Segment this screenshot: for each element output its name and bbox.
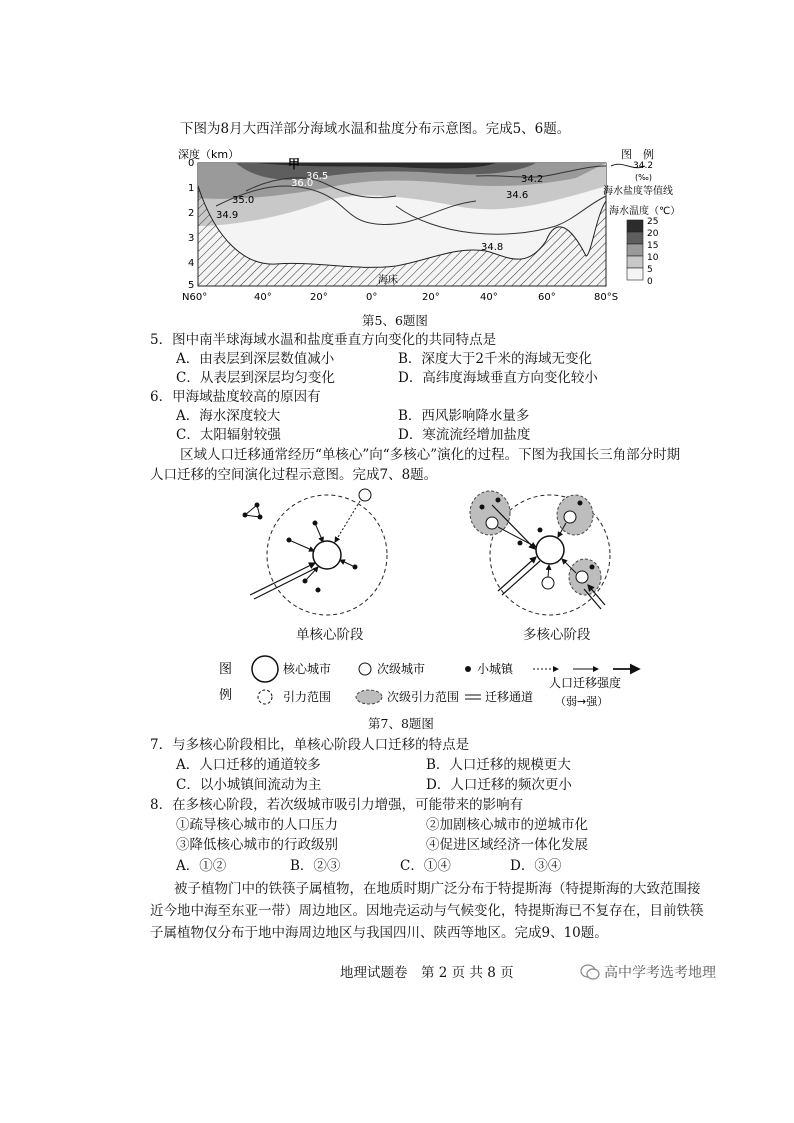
q7-stem: 7．与多核心阶段相比，单核心阶段人口迁移的特点是 (150, 737, 470, 753)
legend-temp-value: 5 (647, 265, 653, 275)
depth-tick: 4 (188, 258, 195, 269)
legend-temp-label: 海水温度（℃） (609, 206, 681, 217)
wechat-icon (580, 963, 600, 981)
q8-stem: 8．在多核心阶段，若次级城市吸引力增强，可能带来的影响有 (150, 797, 524, 813)
isoline-label: 34.6 (506, 190, 529, 201)
depth-tick: 0 (188, 158, 195, 169)
isoline-label: 34.2 (521, 174, 544, 185)
q7-option-d: D．人口迁移的频次更小 (426, 777, 572, 793)
legend-temp-value: 0 (647, 277, 653, 287)
ocean-legend (603, 148, 681, 288)
depth-tick: 5 (188, 280, 195, 291)
stage-multi-core-label: 多核心阶段 (523, 627, 591, 643)
legend-temp-value: 15 (647, 241, 659, 251)
q5-option-d: D．高纬度海域垂直方向变化较小 (398, 370, 598, 386)
lat-tick: 0° (366, 292, 378, 303)
q8-option-c: C．①④ (400, 858, 451, 874)
lat-tick: 60° (538, 292, 556, 303)
isoline-label: 35.0 (232, 195, 255, 206)
lat-tick: 80°S (594, 292, 619, 303)
intro-text-3-line3: 子属植物仅分布于地中海周边地区与我国四川、陕西等地区。完成9、10题。 (150, 925, 608, 941)
q5-stem: 5．图中南半球海域水温和盐度垂直方向变化的共同特点是 (150, 332, 497, 348)
legend-attraction: 引力范围 (283, 690, 332, 704)
q8-statement-3: ③降低核心城市的行政级别 (176, 837, 338, 853)
q5-option-c: C．从表层到深层均匀变化 (176, 370, 335, 386)
intro-text-1: 下图为8月大西洋部分海域水温和盐度分布示意图。完成5、6题。 (180, 121, 571, 137)
isoline-label: 36.5 (306, 171, 329, 182)
stage-single-core-label: 单核心阶段 (296, 627, 364, 643)
lat-tick: 20° (310, 292, 328, 303)
intro-text-2-line2: 人口迁移的空间演化过程示意图。完成7、8题。 (150, 467, 438, 483)
depth-tick: 3 (188, 233, 195, 244)
legend-title: 图 例 (621, 148, 654, 161)
q8-statement-4: ④促进区域经济一体化发展 (426, 837, 588, 853)
legend-temp-value: 25 (647, 217, 659, 227)
watermark (580, 962, 716, 982)
figure1-caption: 第5、6题图 (362, 313, 428, 328)
isoline-label: 34.9 (216, 210, 239, 221)
depth-tick: 1 (188, 183, 195, 194)
q7-option-a: A．人口迁移的通道较多 (176, 757, 321, 773)
intro-text-3-line1: 被子植物门中的铁筷子属植物，在地质时期广泛分布于特提斯海（特提斯海的大致范围接 (174, 881, 701, 897)
legend-tu: 图 (219, 662, 233, 677)
lat-tick: 40° (254, 292, 272, 303)
q5-option-a: A．由表层到深层数值减小 (176, 351, 335, 367)
q8-statement-2: ②加剧核心城市的逆城市化 (426, 817, 588, 833)
q8-option-b: B．②③ (290, 858, 341, 874)
legend-channel: 迁移通道 (485, 690, 534, 704)
legend-iso-unit: (‰) (635, 173, 652, 182)
q8-option-d: D．③④ (510, 858, 562, 874)
watermark-text: 高中学考选考地理 (604, 965, 716, 981)
q7-option-b: B．人口迁移的规模更大 (426, 757, 571, 773)
lat-tick: 40° (480, 292, 498, 303)
legend-small-town: 小城镇 (477, 662, 514, 676)
q6-option-a: A．海水深度较大 (176, 408, 281, 424)
q6-option-b: B．西风影响降水量多 (398, 408, 530, 424)
lat-tick: N60° (182, 292, 208, 303)
legend-secondary-attraction: 次级引力范围 (387, 690, 460, 704)
seafloor-label: 海床 (378, 275, 398, 286)
intro-text-3-line2: 近今地中海至东亚一带）周边地区。因地壳运动与气候变化，特提斯海已不复存在，目前铁筷 (150, 903, 704, 919)
legend-strength-range: （弱→强） (555, 695, 609, 708)
q7-option-c: C．以小城镇间流动为主 (176, 777, 322, 793)
legend-migration-strength: 人口迁移强度 (549, 676, 622, 690)
legend-iso-value: 34.2 (633, 161, 654, 171)
figure2-caption: 第7、8题图 (368, 716, 434, 731)
legend-temp-value: 10 (647, 253, 659, 263)
isoline-label: 34.8 (481, 242, 504, 253)
q6-option-d: D．寒流流经增加盐度 (398, 427, 531, 443)
depth-axis-label: 深度（km） (178, 148, 240, 161)
migration-legend (215, 655, 685, 713)
isoline-label: 36.0 (291, 178, 314, 189)
legend-core-city: 核心城市 (283, 662, 332, 676)
depth-tick: 2 (188, 208, 195, 219)
intro-text-2-line1: 区域人口迁移通常经历“单核心”向“多核心”演化的过程。下图为我国长三角部分时期 (180, 447, 681, 463)
legend-temp-value: 20 (647, 229, 659, 239)
q8-statement-1: ①疏导核心城市的人口压力 (176, 817, 338, 833)
lat-tick: 20° (422, 292, 440, 303)
legend-iso-label: 海水盐度等值线 (603, 186, 673, 197)
legend-secondary-city: 次级城市 (377, 662, 426, 676)
legend-li: 例 (219, 688, 233, 703)
q6-option-c: C．太阳辐射较强 (176, 427, 281, 443)
page-footer: 地理试题卷 第 2 页 共 8 页 (340, 965, 514, 981)
q5-option-b: B．深度大于2千米的海域无变化 (398, 351, 593, 367)
ocean-section-figure (176, 146, 646, 306)
q6-stem: 6．甲海域盐度较高的原因有 (150, 389, 321, 405)
q8-option-a: A．①② (176, 858, 227, 874)
marker-jia: 甲 (288, 157, 301, 171)
